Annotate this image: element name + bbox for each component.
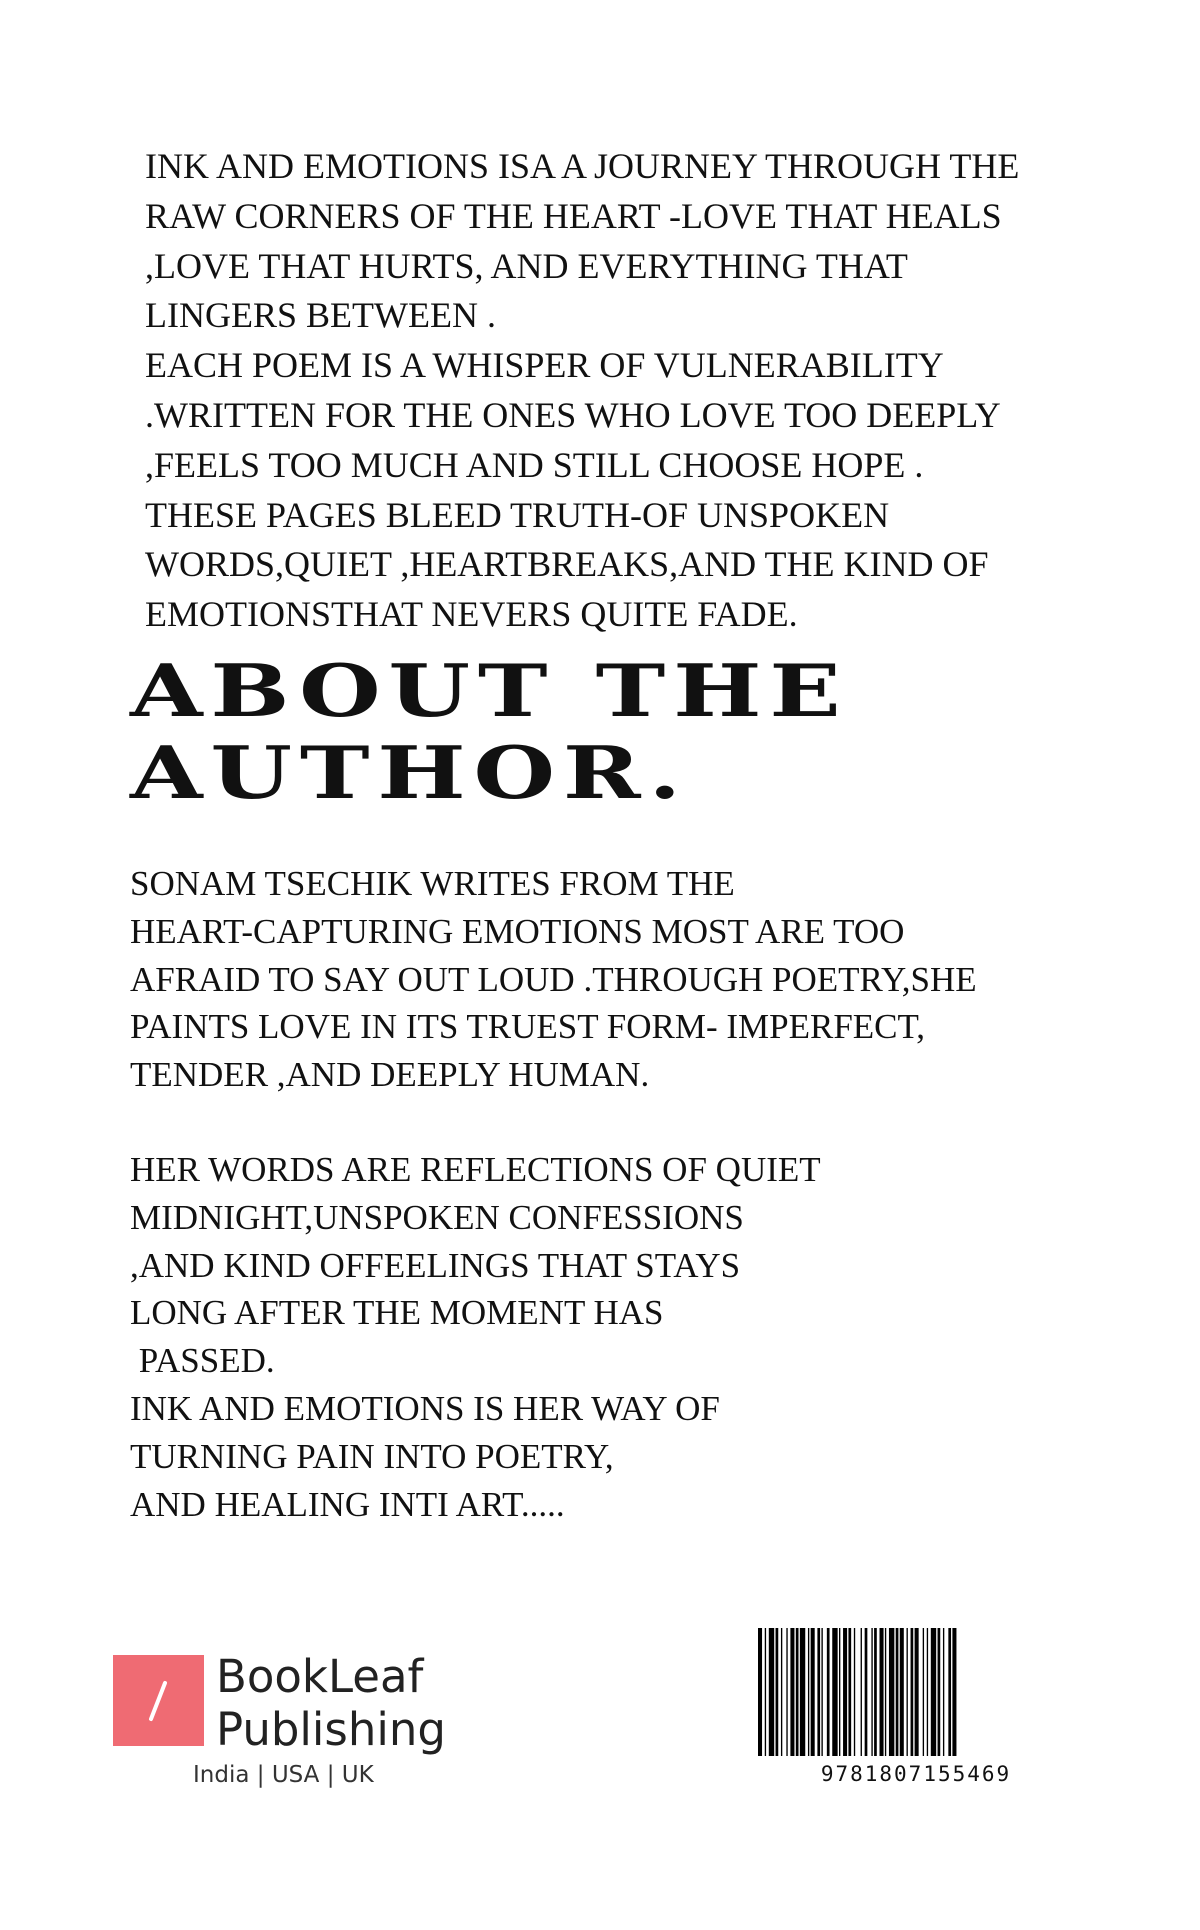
barcode-bar bbox=[776, 1628, 779, 1756]
barcode-bar bbox=[843, 1628, 847, 1756]
barcode-bar bbox=[865, 1628, 868, 1756]
publisher-logo bbox=[113, 1655, 204, 1746]
barcode-bar bbox=[827, 1628, 830, 1756]
blurb-line: ,LOVE THAT HURTS, AND EVERYTHING THAT bbox=[145, 245, 908, 286]
barcode-bar bbox=[900, 1628, 904, 1756]
barcode-bar bbox=[915, 1628, 919, 1756]
bio-line: SONAM TSECHIK WRITES FROM THE bbox=[130, 864, 735, 903]
barcode-bar bbox=[889, 1628, 894, 1756]
barcode-bar bbox=[808, 1628, 809, 1756]
barcode-bar bbox=[817, 1628, 820, 1756]
barcode-bar bbox=[811, 1628, 815, 1756]
bio-line: INK AND EMOTIONS IS HER WAY OF bbox=[130, 1388, 720, 1428]
barcode-bar bbox=[790, 1628, 794, 1756]
paragraph-gap bbox=[130, 1099, 1090, 1146]
bio-line: HER WORDS ARE REFLECTIONS OF QUIET bbox=[130, 1149, 821, 1189]
barcode-bar bbox=[880, 1628, 884, 1756]
bio-line: HEART-CAPTURING EMOTIONS MOST ARE TOO bbox=[130, 911, 905, 951]
barcode-bar bbox=[923, 1628, 924, 1756]
blurb-line: WORDS,QUIET ,HEARTBREAKS,AND THE KIND OF bbox=[145, 544, 989, 585]
isbn-number: 9781807155469 bbox=[820, 1762, 1012, 1786]
barcode-bar bbox=[938, 1628, 941, 1756]
barcode-bar bbox=[839, 1628, 840, 1756]
barcode-bar bbox=[854, 1628, 855, 1756]
barcode-bars bbox=[758, 1628, 1078, 1758]
isbn-barcode bbox=[758, 1628, 1078, 1788]
heading-line: AUTHOR. bbox=[130, 730, 689, 815]
barcode-bar bbox=[948, 1628, 951, 1756]
publisher-name-line: BookLeaf bbox=[216, 1650, 424, 1703]
barcode-bar bbox=[952, 1628, 956, 1756]
barcode-bar bbox=[821, 1628, 822, 1756]
bio-line: ,AND KIND OFFEELINGS THAT STAYS bbox=[130, 1245, 741, 1285]
bio-line: MIDNIGHT,UNSPOKEN CONFESSIONS bbox=[130, 1197, 744, 1237]
bio-line: AND HEALING INTI ART..... bbox=[130, 1484, 565, 1524]
publisher-name bbox=[216, 1650, 446, 1756]
bio-line: TURNING PAIN INTO POETRY, bbox=[130, 1436, 614, 1476]
slash-icon bbox=[113, 1655, 204, 1746]
bio-line: PASSED. bbox=[130, 1341, 275, 1381]
publisher-logo-block bbox=[113, 1650, 473, 1790]
barcode-bar bbox=[885, 1628, 886, 1756]
barcode-bar bbox=[765, 1628, 766, 1756]
barcode-bar bbox=[943, 1628, 944, 1756]
bio-line: AFRAID TO SAY OUT LOUD .THROUGH POETRY,SHE bbox=[130, 959, 977, 999]
author-bio bbox=[130, 860, 1090, 1528]
barcode-bar bbox=[848, 1628, 851, 1756]
barcode-bar bbox=[796, 1628, 799, 1756]
barcode-bar bbox=[758, 1628, 762, 1756]
blurb-line: RAW CORNERS OF THE HEART -LOVE THAT HEALS bbox=[145, 195, 1002, 236]
bio-line: LONG AFTER THE MOMENT HAS bbox=[130, 1293, 664, 1333]
blurb-line: EMOTIONSTHAT NEVERS QUITE FADE. bbox=[145, 594, 798, 635]
barcode-bar bbox=[832, 1628, 837, 1756]
barcode-bar bbox=[861, 1628, 862, 1756]
bio-line: TENDER ,AND DEEPLY HUMAN. bbox=[130, 1055, 650, 1095]
blurb-line: INK AND EMOTIONS ISA A JOURNEY THROUGH THE bbox=[145, 146, 1020, 186]
barcode-bar bbox=[907, 1628, 908, 1756]
blurb-line: ,FEELS TOO MUCH AND STILL CHOOSE HOPE . bbox=[145, 444, 924, 485]
heading-line: ABOUT THE bbox=[130, 648, 849, 733]
blurb-line: THESE PAGES BLEED TRUTH-OF UNSPOKEN bbox=[145, 494, 890, 535]
barcode-bar bbox=[800, 1628, 805, 1756]
blurb-line: EACH POEM IS A WHISPER OF VULNERABILITY bbox=[145, 345, 944, 386]
back-cover-blurb bbox=[145, 142, 1105, 640]
publisher-regions: India | USA | UK bbox=[193, 1762, 374, 1788]
blurb-line: LINGERS BETWEEN . bbox=[145, 295, 496, 336]
bio-line: PAINTS LOVE IN ITS TRUEST FORM- IMPERFECT, bbox=[130, 1007, 926, 1047]
barcode-bar bbox=[896, 1628, 899, 1756]
barcode-bar bbox=[871, 1628, 872, 1756]
barcode-bar bbox=[769, 1628, 774, 1756]
barcode-bar bbox=[931, 1628, 936, 1756]
barcode-bar bbox=[927, 1628, 928, 1756]
about-the-author-heading bbox=[130, 650, 849, 814]
barcode-bar bbox=[874, 1628, 877, 1756]
publisher-name-line: Publishing bbox=[216, 1703, 446, 1756]
barcode-bar bbox=[911, 1628, 914, 1756]
barcode-bar bbox=[786, 1628, 787, 1756]
blurb-line: .WRITTEN FOR THE ONES WHO LOVE TOO DEEPLY bbox=[145, 394, 1001, 435]
barcode-bar bbox=[781, 1628, 782, 1756]
